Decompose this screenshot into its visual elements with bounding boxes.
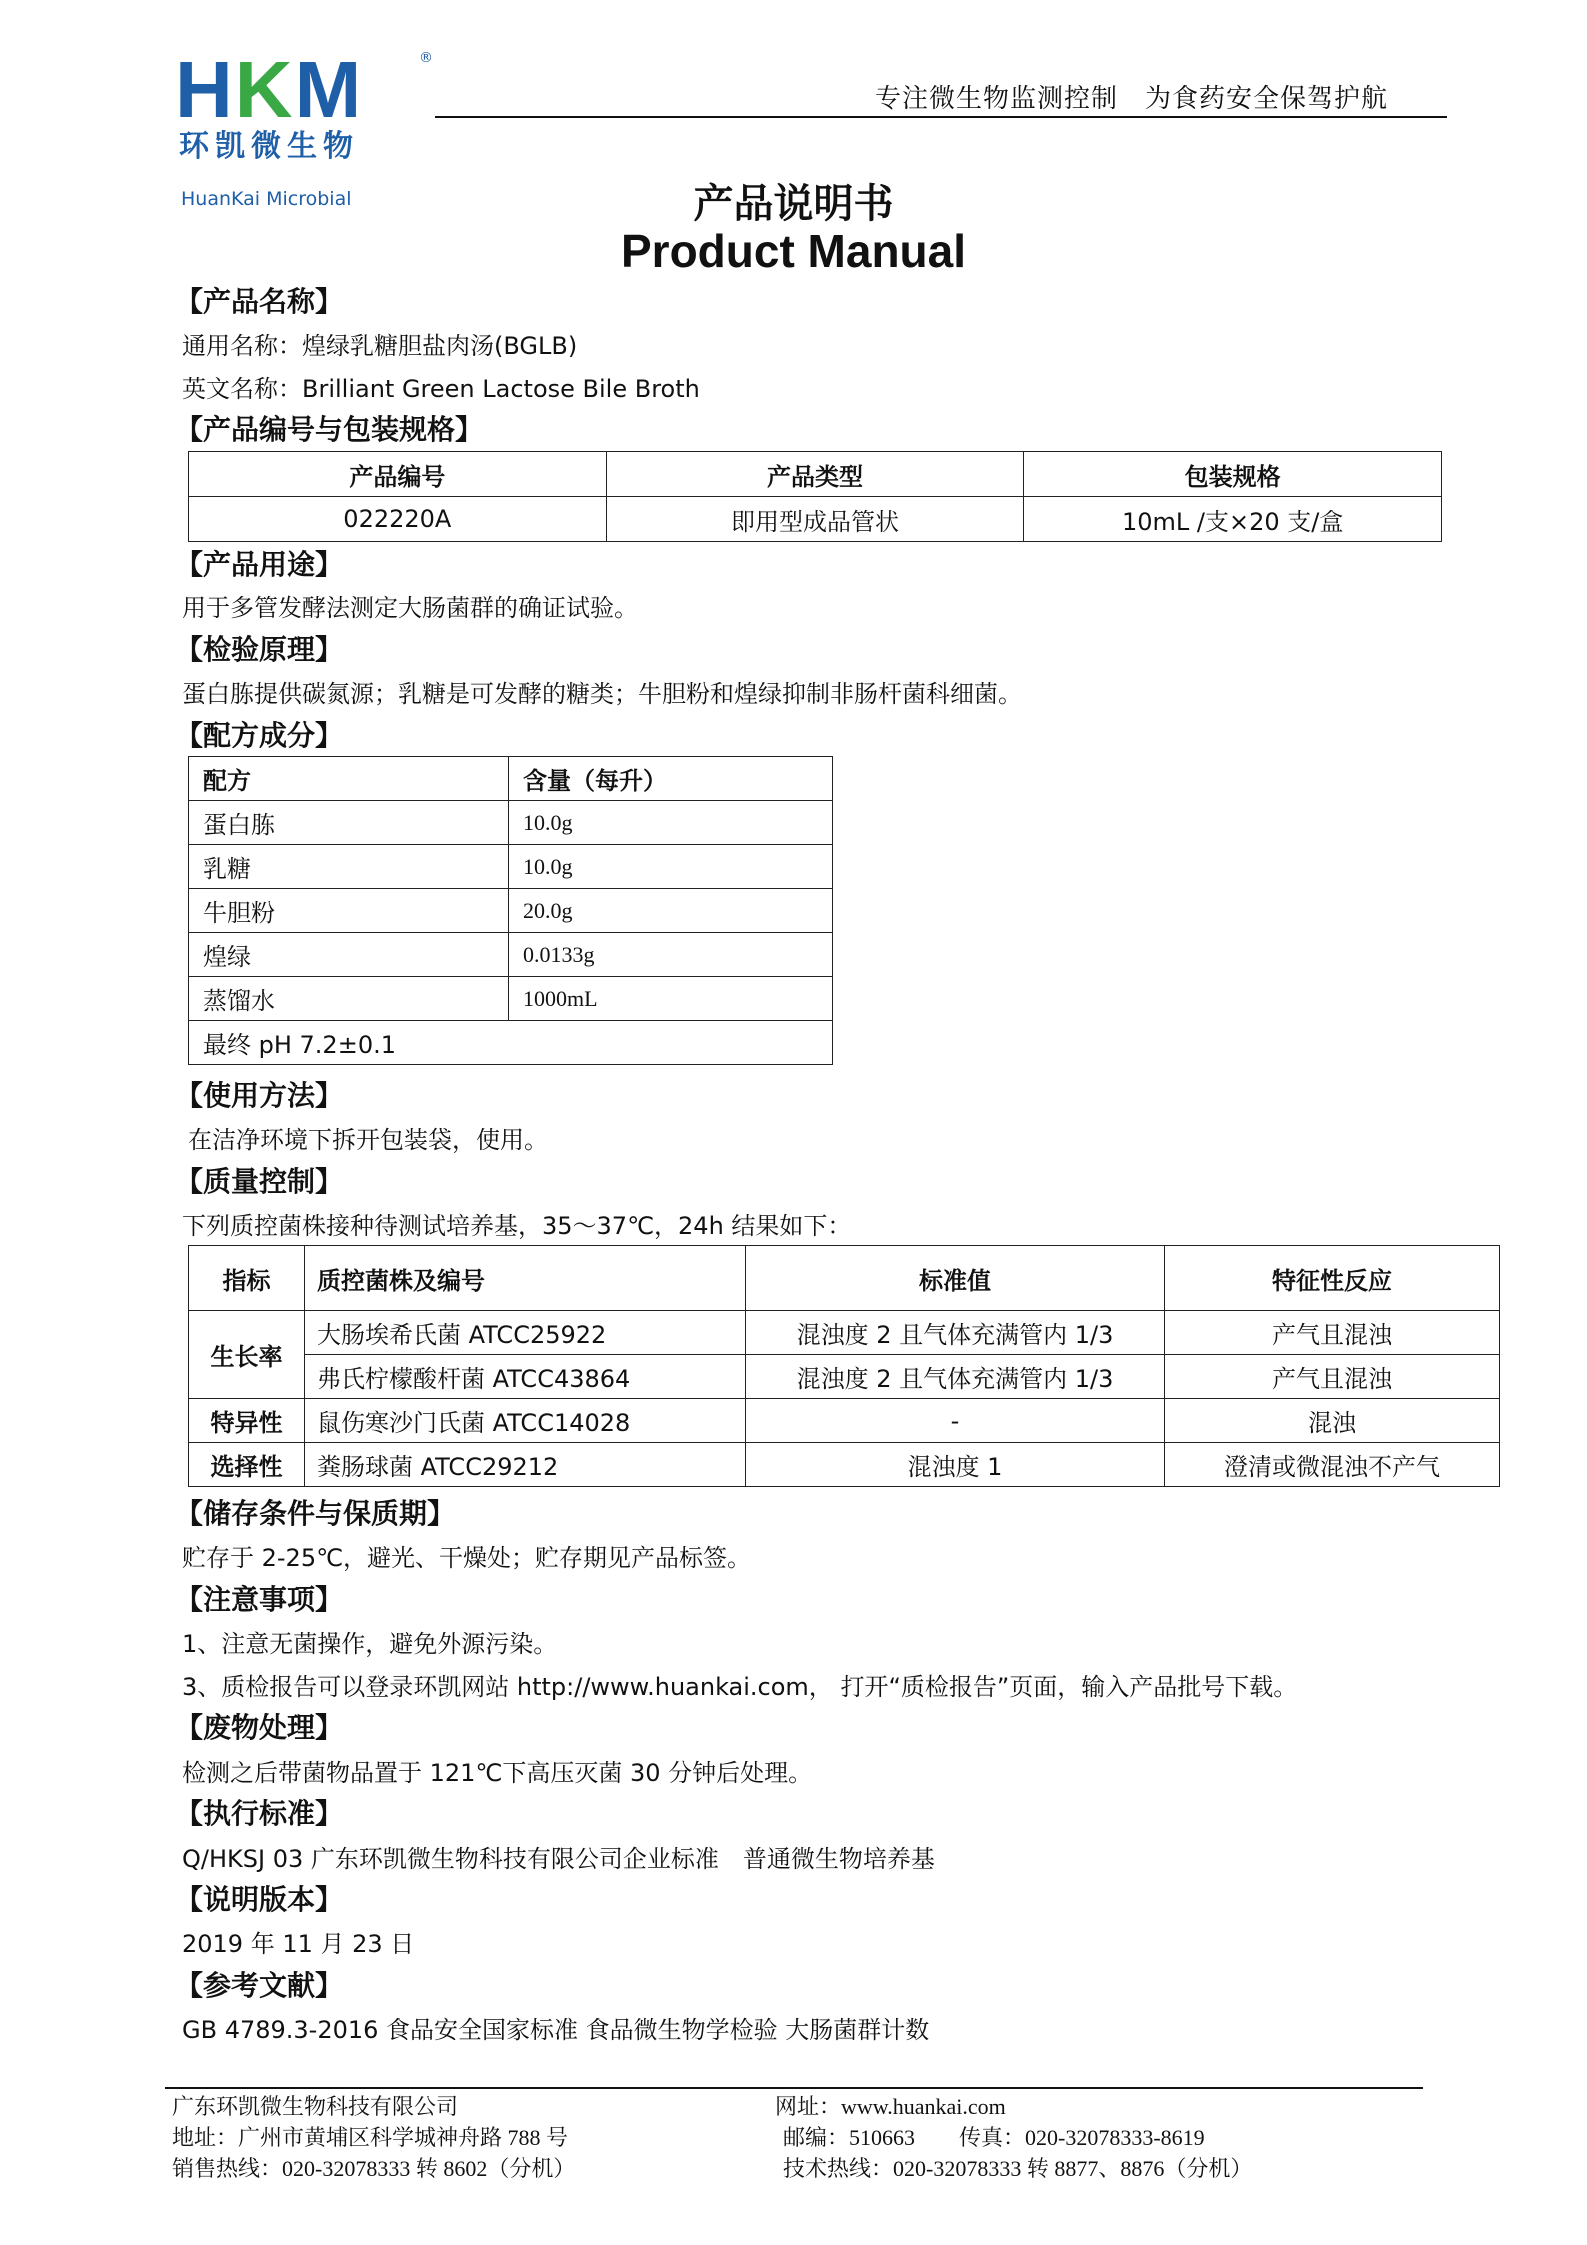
registered-mark: ® [419,50,433,66]
ingredient-name: 蛋白胨 [189,801,509,845]
company-logo [175,45,435,210]
method-text: 在洁净环境下拆开包装袋，使用。 [188,1126,548,1154]
table-header-cell: 产品类型 [606,452,1024,497]
footer-website: 网址：www.huankai.com [775,2094,1006,2119]
storage-text: 贮存于 2-25℃，避光、干燥处；贮存期见产品标签。 [182,1544,752,1572]
table-row [189,933,833,977]
table-row [189,889,833,933]
note-item: 1、注意无菌操作，避免外源污染。 [182,1630,558,1658]
footer-tech-hotline: 技术热线：020-32078333 转 8877、8876（分机） [783,2156,1253,2181]
title-english: Product Manual [620,225,967,277]
section-heading-standard: 【执行标准】 [175,1797,344,1830]
note-item: 3、质检报告可以登录环凯网站 http://www.huankai.com， 打开“质检报告”页面，输入产品批号下载。 [182,1673,1298,1701]
indicator-specificity: 特异性 [189,1399,305,1443]
indicator-selectivity: 选择性 [189,1443,305,1487]
indicator-growth: 生长率 [189,1311,305,1399]
english-name: 英文名称：Brilliant Green Lactose Bile Broth [182,375,700,403]
table-row [189,1311,1500,1355]
logo-english-name: HuanKai Microbial [181,188,352,210]
table-header-cell: 产品编号 [189,452,607,497]
section-heading-name: 【产品名称】 [175,285,344,318]
strain: 弗氏柠檬酸杆菌 ATCC43864 [305,1355,746,1399]
table-header-cell: 包装规格 [1024,452,1442,497]
table-row [189,1443,1500,1487]
header-divider [435,116,1447,118]
strain: 大肠埃希氏菌 ATCC25922 [305,1311,746,1355]
logo-mark [175,45,364,134]
table-row [189,977,833,1021]
version-text: 2019 年 11 月 23 日 [182,1930,415,1958]
strain: 鼠伤寒沙门氏菌 ATCC14028 [305,1399,746,1443]
footer-company: 广东环凯微生物科技有限公司 [172,2094,459,2119]
table-header-cell: 质控菌株及编号 [305,1246,746,1311]
standard-value: - [746,1399,1165,1443]
reaction: 产气且混浊 [1165,1311,1500,1355]
table-header-row [189,452,1442,497]
standard-text: Q/HKSJ 03 广东环凯微生物科技有限公司企业标准 普通微生物培养基 [182,1845,935,1873]
standard-value: 混浊度 2 且气体充满管内 1/3 [746,1355,1165,1399]
waste-text: 检测之后带菌物品置于 121℃下高压灭菌 30 分钟后处理。 [182,1759,813,1787]
footer-sales: 销售热线：020-32078333 转 8602（分机） [172,2156,576,2181]
reaction: 产气且混浊 [1165,1355,1500,1399]
header-slogan: 专注微生物监测控制 为食药安全保驾护航 [875,84,1389,114]
final-ph: 最终 pH 7.2±0.1 [189,1021,833,1065]
ingredient-name: 乳糖 [189,845,509,889]
common-name: 通用名称：煌绿乳糖胆盐肉汤(BGLB) [182,332,578,360]
section-heading-packaging: 【产品编号与包装规格】 [175,413,484,446]
ingredient-name: 牛胆粉 [189,889,509,933]
section-heading-method: 【使用方法】 [175,1079,344,1112]
logo-chinese-name: 环凯微生物 [179,129,359,164]
footer-postcode-fax: 邮编：510663 传真：020-32078333-8619 [783,2125,1205,2150]
usage-text: 用于多管发酵法测定大肠菌群的确证试验。 [182,594,638,622]
standard-value: 混浊度 2 且气体充满管内 1/3 [746,1311,1165,1355]
product-code: 022220A [189,497,607,542]
table-row [189,1355,1500,1399]
table-header-cell: 含量（每升） [509,757,833,801]
ingredient-amount: 10.0g [509,845,833,889]
section-heading-reference: 【参考文献】 [175,1969,344,2002]
table-row [189,1021,833,1065]
section-heading-waste: 【废物处理】 [175,1711,344,1744]
logo-letter-k: K [234,45,295,134]
section-heading-storage: 【储存条件与保质期】 [175,1497,456,1530]
section-heading-notes: 【注意事项】 [175,1583,344,1616]
reaction: 混浊 [1165,1399,1500,1443]
ingredient-name: 蒸馏水 [189,977,509,1021]
ingredient-amount: 10.0g [509,801,833,845]
standard-value: 混浊度 1 [746,1443,1165,1487]
product-type: 即用型成品管状 [606,497,1024,542]
logo-letter-h: H [175,45,235,134]
table-row [189,1399,1500,1443]
ingredient-amount: 1000mL [509,977,833,1021]
reaction: 澄清或微混浊不产气 [1165,1443,1500,1487]
ingredient-name: 煌绿 [189,933,509,977]
qc-intro: 下列质控菌株接种待测试培养基，35～37℃，24h 结果如下： [182,1212,852,1240]
table-header-row [189,757,833,801]
qc-table [188,1245,1500,1487]
reference-text: GB 4789.3-2016 食品安全国家标准 食品微生物学检验 大肠菌群计数 [182,2016,930,2044]
principle-text: 蛋白胨提供碳氮源；乳糖是可发酵的糖类；牛胆粉和煌绿抑制非肠杆菌科细菌。 [182,680,1022,708]
table-row [189,497,1442,542]
table-header-cell: 指标 [189,1246,305,1311]
table-header-cell: 配方 [189,757,509,801]
strain: 粪肠球菌 ATCC29212 [305,1443,746,1487]
logo-letter-m: M [294,45,364,134]
package-spec: 10mL /支×20 支/盒 [1024,497,1442,542]
footer-address: 地址：广州市黄埔区科学城神舟路 788 号 [172,2125,569,2150]
ingredient-amount: 20.0g [509,889,833,933]
table-header-row [189,1246,1500,1311]
table-header-cell: 标准值 [746,1246,1165,1311]
section-heading-version: 【说明版本】 [175,1883,344,1916]
title-chinese: 产品说明书 [693,181,894,227]
ingredient-amount: 0.0133g [509,933,833,977]
section-heading-principle: 【检验原理】 [175,633,344,666]
section-heading-usage: 【产品用途】 [175,548,344,581]
table-header-cell: 特征性反应 [1165,1246,1500,1311]
footer-divider [165,2087,1423,2089]
table-row [189,801,833,845]
section-heading-qc: 【质量控制】 [175,1165,344,1198]
table-row [189,845,833,889]
section-heading-formula: 【配方成分】 [175,719,344,752]
packaging-table [188,451,1442,542]
formula-table [188,756,833,1065]
